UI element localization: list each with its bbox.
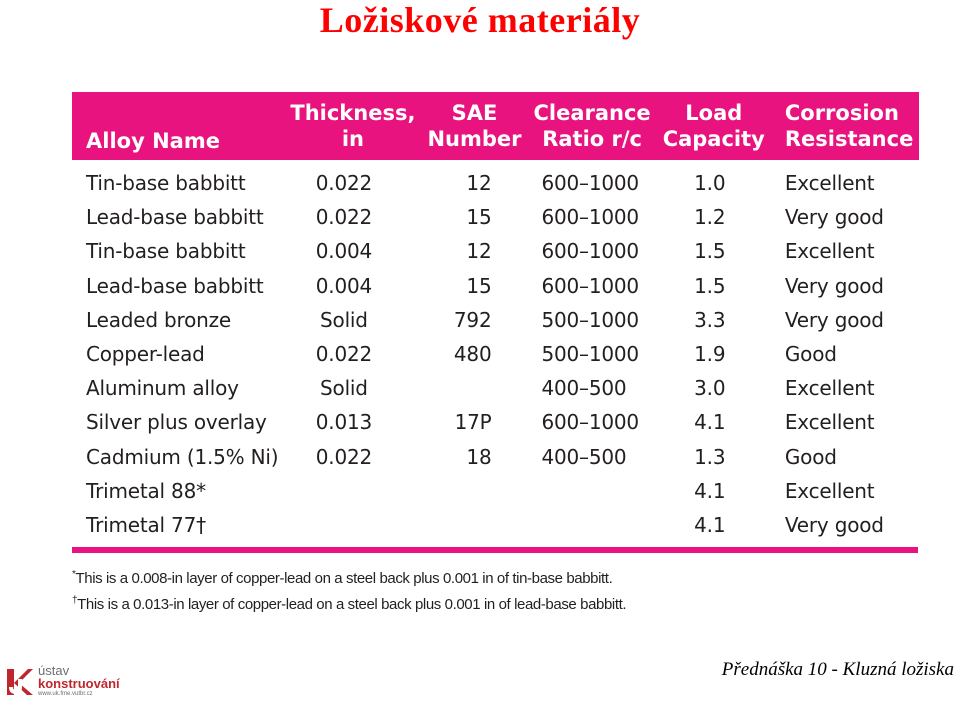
- cell-corrosion-resistance: Good: [784, 342, 837, 367]
- cell-corrosion-resistance: Very good: [784, 273, 884, 298]
- cell-corrosion-resistance: Excellent: [784, 478, 875, 503]
- table-row: [72, 337, 919, 371]
- cell-load-capacity: 4.1: [694, 410, 726, 435]
- cell-corrosion-resistance: Very good: [784, 512, 884, 537]
- cell-load-capacity: 1.3: [694, 444, 726, 469]
- cell-alloy-name: Tin-base babbitt: [86, 239, 246, 264]
- cell-load-capacity: 4.1: [694, 512, 726, 537]
- table-row: [72, 200, 919, 234]
- cell-clearance-ratio: 400–500: [541, 444, 627, 469]
- cell-alloy-name: Cadmium (1.5% Ni): [86, 444, 279, 469]
- cell-thickness: 0.004: [315, 273, 373, 298]
- cell-corrosion-resistance: Very good: [784, 307, 884, 332]
- cell-sae-number: 12: [466, 171, 492, 196]
- cell-corrosion-resistance: Excellent: [784, 376, 875, 401]
- table-row: [72, 405, 919, 439]
- bearing-alloys-table: [72, 92, 919, 542]
- table-row: [72, 508, 919, 542]
- cell-thickness: Solid: [320, 307, 368, 332]
- cell-thickness: 0.004: [315, 239, 373, 264]
- table-bottom-rule: [72, 547, 918, 553]
- header-sae-number: SAE Number: [427, 101, 522, 151]
- table-body: [72, 160, 919, 542]
- header-thickness: Thickness, in: [290, 101, 416, 151]
- cell-clearance-ratio: 500–1000: [541, 342, 639, 367]
- cell-clearance-ratio: [527, 508, 656, 542]
- header-load-capacity: Load Capacity: [662, 101, 765, 151]
- cell-load-capacity: 3.0: [694, 376, 726, 401]
- cell-clearance-ratio: 600–1000: [541, 239, 639, 264]
- cell-corrosion-resistance: Excellent: [784, 171, 875, 196]
- logo-line-2: konstruování: [38, 676, 120, 691]
- table-header-row: [72, 92, 919, 160]
- cell-corrosion-resistance: Excellent: [784, 239, 875, 264]
- table-row: [72, 160, 919, 200]
- footnotes: [72, 564, 626, 616]
- cell-sae-number: 792: [453, 307, 492, 332]
- cell-sae-number: 15: [466, 205, 492, 230]
- footnote-2-mark: †: [72, 595, 78, 606]
- cell-sae-number: 12: [466, 239, 492, 264]
- footnote-1: [72, 564, 626, 590]
- cell-sae-number: 15: [466, 273, 492, 298]
- cell-load-capacity: 1.5: [694, 273, 726, 298]
- cell-thickness: Solid: [320, 376, 368, 401]
- cell-corrosion-resistance: Very good: [784, 205, 884, 230]
- cell-thickness: 0.022: [315, 171, 373, 196]
- footnote-2-text: This is a 0.013-in layer of copper-lead on a steel back plus 0.001 in of lead-base babbitt.: [77, 596, 627, 613]
- header-clearance-ratio: Clearance Ratio r/c: [533, 101, 651, 151]
- uk-logo-icon: [6, 665, 34, 697]
- cell-load-capacity: 1.5: [694, 239, 726, 264]
- cell-load-capacity: 1.9: [694, 342, 726, 367]
- cell-alloy-name: Lead-base babbitt: [86, 273, 264, 298]
- table-row: [72, 269, 919, 303]
- header-corrosion-resistance: Corrosion Resistance: [784, 101, 914, 151]
- cell-sae-number: 480: [453, 342, 492, 367]
- footnote-1-mark: *: [72, 569, 76, 580]
- cell-alloy-name: Leaded bronze: [86, 307, 231, 332]
- table-row: [72, 440, 919, 474]
- table-row: [72, 234, 919, 268]
- cell-clearance-ratio: [527, 474, 656, 508]
- cell-alloy-name: Copper-lead: [86, 342, 205, 367]
- cell-clearance-ratio: 600–1000: [541, 273, 639, 298]
- cell-alloy-name: Trimetal 77†: [86, 512, 206, 537]
- cell-load-capacity: 1.0: [694, 171, 726, 196]
- cell-clearance-ratio: 600–1000: [541, 205, 639, 230]
- cell-clearance-ratio: 600–1000: [541, 410, 639, 435]
- cell-thickness: [284, 474, 421, 508]
- cell-clearance-ratio: 500–1000: [541, 307, 639, 332]
- cell-sae-number: [421, 371, 527, 405]
- cell-thickness: 0.022: [315, 205, 373, 230]
- page-title: Ložiskové materiály: [319, 0, 641, 40]
- cell-alloy-name: Lead-base babbitt: [86, 205, 264, 230]
- cell-thickness: 0.013: [315, 410, 373, 435]
- cell-sae-number: [421, 474, 527, 508]
- logo-url: www.uk.fme.vutbr.cz: [38, 691, 93, 697]
- cell-alloy-name: Trimetal 88*: [86, 478, 206, 503]
- cell-alloy-name: Tin-base babbitt: [86, 171, 246, 196]
- footnote-1-text: This is a 0.008-in layer of copper-lead on a steel back plus 0.001 in of tin-base babbitt.: [75, 570, 613, 587]
- lecture-label: Přednáška 10 - Kluzná ložiska: [721, 659, 954, 680]
- cell-alloy-name: Aluminum alloy: [86, 376, 239, 401]
- institute-logo: [6, 664, 120, 698]
- table-row: [72, 474, 919, 508]
- cell-sae-number: [421, 508, 527, 542]
- cell-thickness: 0.022: [315, 342, 373, 367]
- cell-sae-number: 18: [466, 444, 492, 469]
- cell-thickness: 0.022: [315, 444, 373, 469]
- header-alloy-name: Alloy Name: [86, 129, 220, 153]
- cell-sae-number: 17P: [454, 410, 492, 435]
- cell-clearance-ratio: 600–1000: [541, 171, 639, 196]
- cell-load-capacity: 1.2: [694, 205, 726, 230]
- cell-clearance-ratio: 400–500: [541, 376, 627, 401]
- cell-load-capacity: 4.1: [694, 478, 726, 503]
- logo-line-1: ústav: [38, 663, 70, 678]
- cell-thickness: [284, 508, 421, 542]
- table-row: [72, 303, 919, 337]
- cell-alloy-name: Silver plus overlay: [86, 410, 267, 435]
- cell-corrosion-resistance: Excellent: [784, 410, 875, 435]
- cell-load-capacity: 3.3: [694, 307, 726, 332]
- footnote-2: [72, 590, 626, 616]
- cell-corrosion-resistance: Good: [784, 444, 837, 469]
- table-row: [72, 371, 919, 405]
